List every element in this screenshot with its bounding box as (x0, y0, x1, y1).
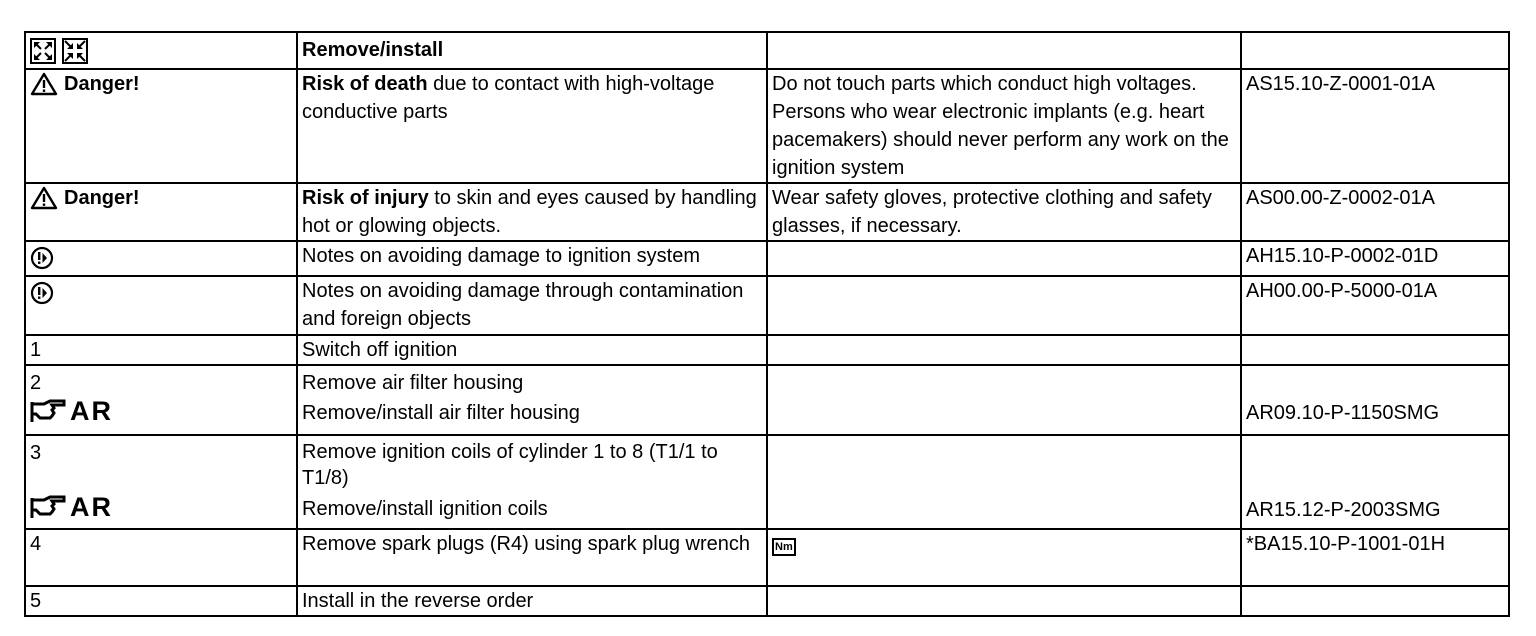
header-empty-cell (767, 32, 1241, 69)
header-title: Remove/install (297, 32, 767, 69)
reference-cell: AS15.10-Z-0001-01A (1241, 69, 1509, 183)
danger-label: Danger! (64, 73, 140, 95)
caution-notice-icon (30, 281, 54, 305)
reference-cell: *BA15.10-P-1001-01H (1241, 529, 1509, 586)
note-cell (767, 241, 1241, 276)
header-row (25, 32, 1509, 69)
description-cell (297, 183, 767, 241)
pointing-hand-icon (30, 398, 66, 424)
description-cell: Notes on avoiding damage through contamination and foreign objects (297, 276, 767, 335)
step-description: Remove air filter housing (302, 372, 524, 394)
step-number: 2 (30, 372, 42, 394)
header-icons-cell (25, 32, 297, 69)
reference-cell (1241, 586, 1509, 616)
compress-arrows-icon (62, 38, 88, 64)
description-cell (297, 69, 767, 183)
pointing-hand-icon (30, 494, 66, 520)
step-cell (25, 365, 297, 435)
label-cell (25, 183, 297, 241)
description-cell: Notes on avoiding damage to ignition system (297, 241, 767, 276)
label-cell (25, 69, 297, 183)
ar-description: Remove/install ignition coils (302, 498, 548, 520)
note-cell (767, 529, 1241, 586)
label-cell (25, 241, 297, 276)
ar-label: AR (70, 396, 113, 426)
table-row (25, 241, 1509, 276)
reference-cell (1241, 335, 1509, 365)
note-cell: Do not touch parts which conduct high voltages. Persons who wear electronic implants (e.g. heart pacemakers) should never perform any work on the ignition system (767, 69, 1241, 183)
header-empty-cell (1241, 32, 1509, 69)
danger-label: Danger! (64, 187, 140, 209)
label-cell (25, 276, 297, 335)
reference-cell: AH15.10-P-0002-01D (1241, 241, 1509, 276)
caution-notice-icon (30, 246, 54, 270)
torque-icon: Nm (772, 538, 796, 556)
reference-cell: AH00.00-P-5000-01A (1241, 276, 1509, 335)
note-cell (767, 335, 1241, 365)
ar-label: AR (70, 492, 113, 522)
note-cell (767, 276, 1241, 335)
risk-text: due to contact with high-voltage conductive parts (302, 73, 715, 123)
reference-cell: AR15.12-P-2003SMG (1241, 435, 1509, 529)
table-row (25, 183, 1509, 241)
table-row (25, 435, 1509, 529)
step-cell (25, 435, 297, 529)
description-cell: Remove spark plugs (R4) using spark plug wrench (297, 529, 767, 586)
risk-text: to skin and eyes caused by handling hot or glowing objects. (302, 187, 757, 237)
step-number: 4 (25, 529, 297, 586)
risk-heading: Risk of injury (302, 187, 429, 209)
step-number: 5 (25, 586, 297, 616)
expand-arrows-icon (30, 38, 56, 64)
reference-cell: AR09.10-P-1150SMG (1241, 365, 1509, 435)
note-cell: Wear safety gloves, protective clothing and safety glasses, if necessary. (767, 183, 1241, 241)
table-row (25, 335, 1509, 365)
note-cell (767, 586, 1241, 616)
note-cell (767, 365, 1241, 435)
step-number: 3 (30, 442, 42, 464)
ar-description: Remove/install air filter housing (302, 402, 580, 424)
table-row (25, 276, 1509, 335)
warning-triangle-icon (30, 186, 58, 210)
step-number: 1 (25, 335, 297, 365)
warning-triangle-icon (30, 72, 58, 96)
description-cell: Install in the reverse order (297, 586, 767, 616)
table-row (25, 365, 1509, 435)
description-cell (297, 365, 767, 435)
table-row (25, 586, 1509, 616)
risk-heading: Risk of death (302, 73, 428, 95)
step-description: Remove ignition coils of cylinder 1 to 8 (T1/1 to T1/8) (302, 441, 718, 489)
description-cell: Switch off ignition (297, 335, 767, 365)
table-row (25, 529, 1509, 586)
procedure-table (24, 31, 1510, 617)
note-cell (767, 435, 1241, 529)
description-cell (297, 435, 767, 529)
reference-cell: AS00.00-Z-0002-01A (1241, 183, 1509, 241)
table-row (25, 69, 1509, 183)
